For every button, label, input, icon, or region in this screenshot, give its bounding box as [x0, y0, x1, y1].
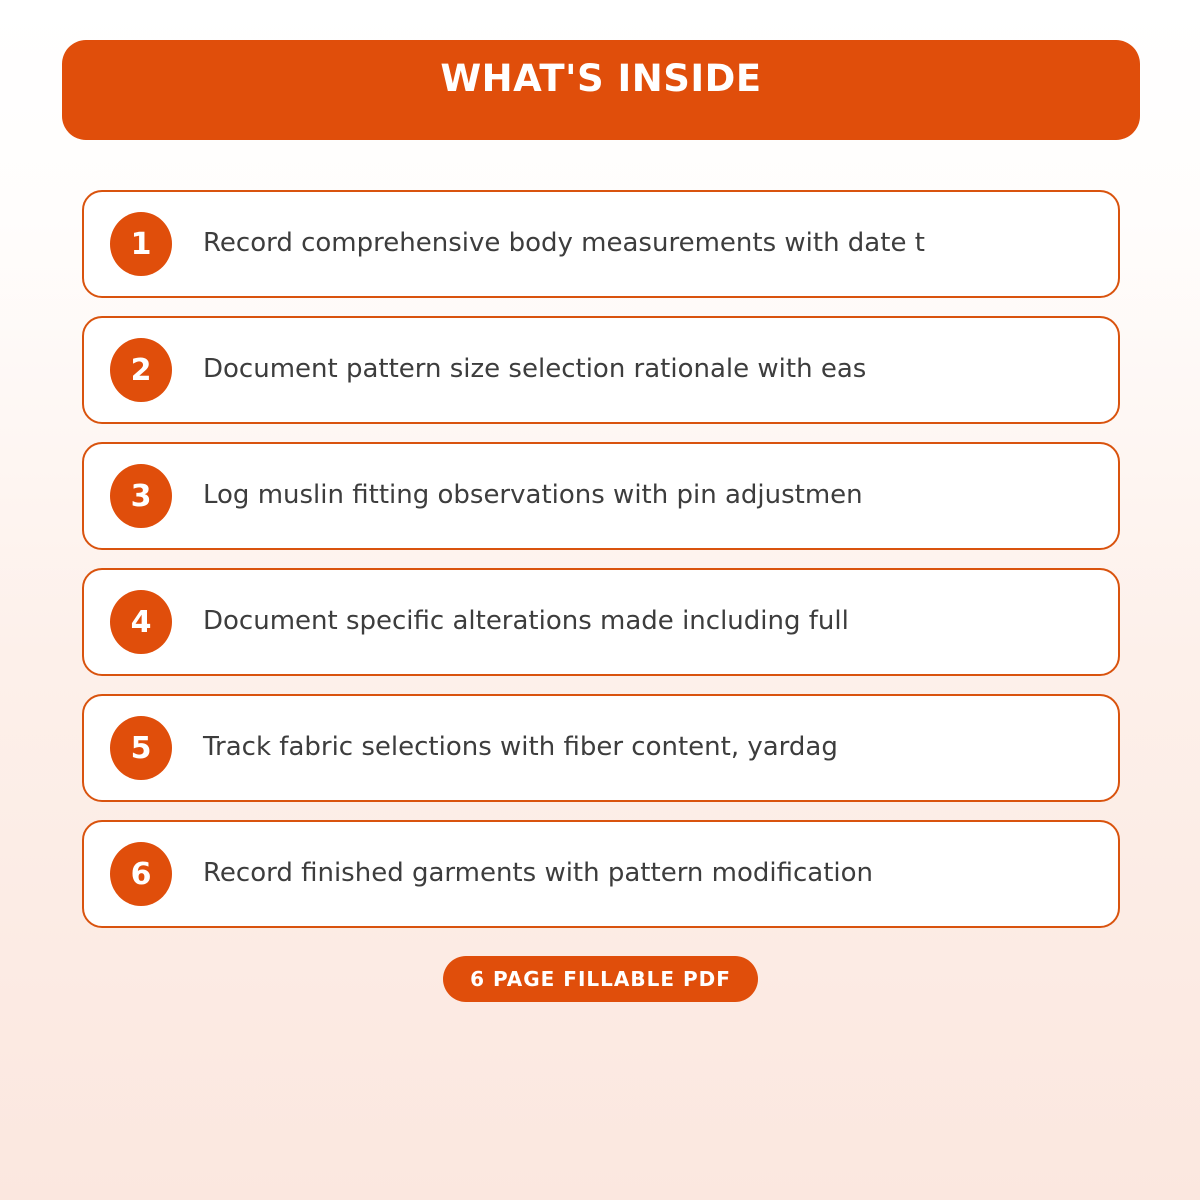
list-item	[82, 694, 1120, 802]
item-number-badge: 1	[110, 212, 172, 276]
item-text: Track fabric selections with fiber content, yardag	[203, 732, 838, 763]
item-number-badge: 6	[110, 842, 172, 906]
page-count-badge	[443, 956, 758, 1002]
page-title: WHAT'S INSIDE	[440, 57, 762, 100]
list-item	[82, 820, 1120, 928]
list-item	[82, 568, 1120, 676]
item-text: Document specific alterations made including full	[203, 606, 849, 637]
item-number-badge: 4	[110, 590, 172, 654]
item-number-badge: 3	[110, 464, 172, 528]
item-number-badge: 5	[110, 716, 172, 780]
item-text: Record comprehensive body measurements with date t	[203, 228, 925, 259]
item-number-badge: 2	[110, 338, 172, 402]
list-item	[82, 190, 1120, 298]
list-item	[82, 442, 1120, 550]
item-text: Record finished garments with pattern modification	[203, 858, 874, 889]
item-text: Log muslin fitting observations with pin adjustmen	[203, 480, 863, 511]
header-banner	[62, 40, 1140, 140]
list-item	[82, 316, 1120, 424]
page-count-badge-label: 6 PAGE FILLABLE PDF	[470, 967, 731, 991]
item-text: Document pattern size selection rationale with eas	[203, 354, 867, 385]
items-list	[82, 190, 1120, 928]
